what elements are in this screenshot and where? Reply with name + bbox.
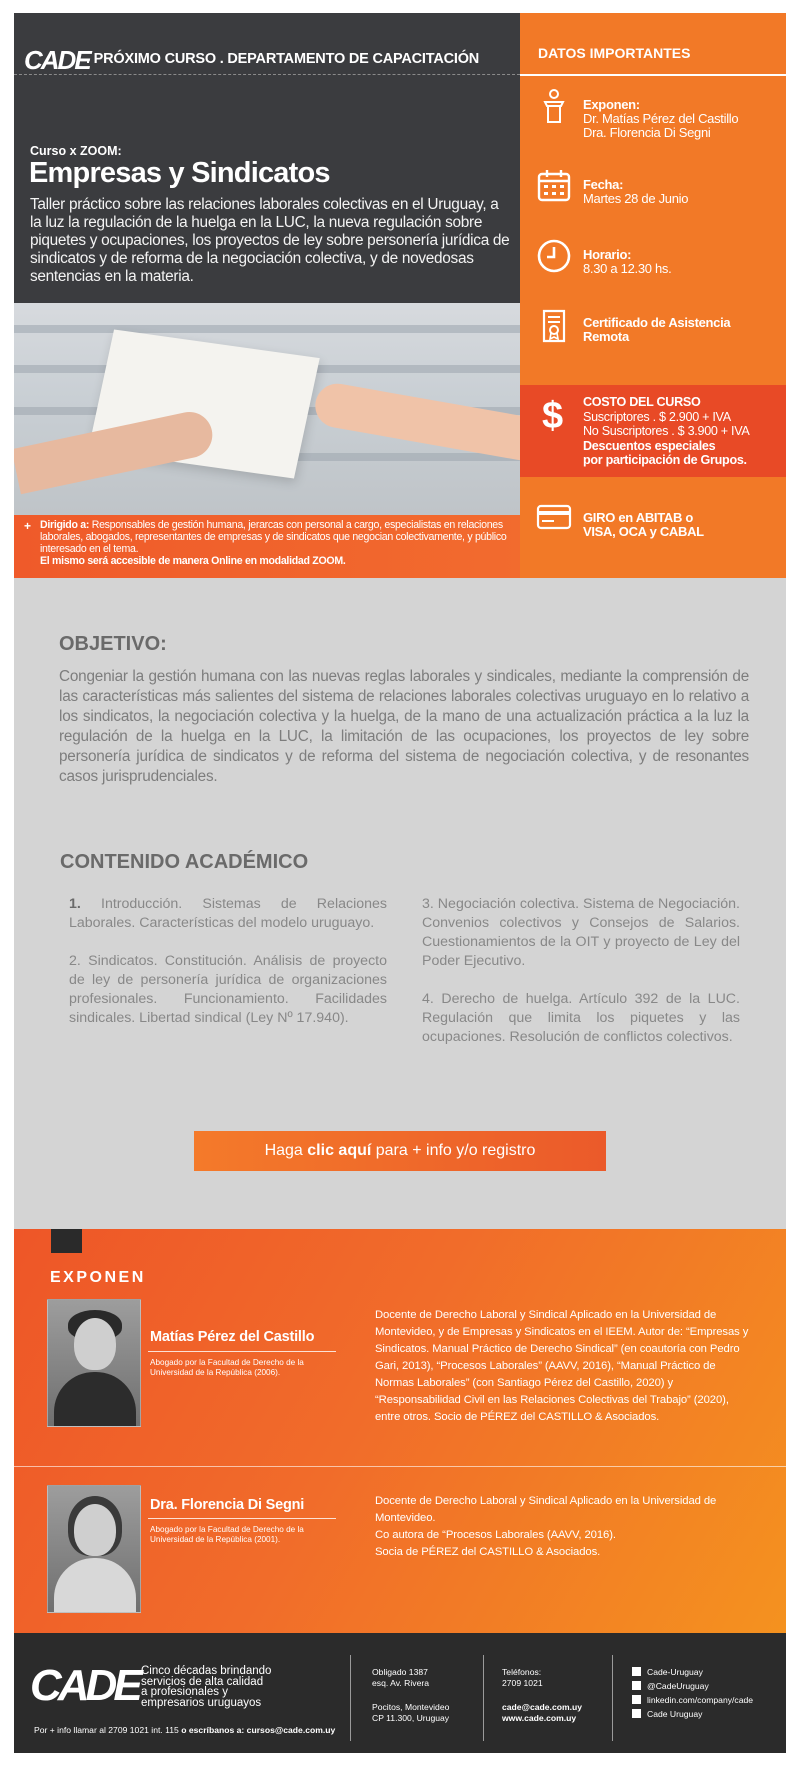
speaker-2-credentials: Abogado por la Facultad de Derecho de la Universidad de la República (2001). [150, 1525, 304, 1544]
certificate-line-1: Certificado de Asistencia [583, 315, 731, 330]
newsletter-card [14, 13, 786, 1753]
plus-icon: + [24, 519, 31, 533]
content-column-right [422, 895, 740, 1066]
clock-icon [536, 238, 572, 274]
divider [612, 1655, 613, 1741]
footer-cade-logo: CADE [30, 1661, 139, 1710]
footer-tagline: Cinco décadas brindando servicios de alta calidad a profesionales y empresarios uruguayos [141, 1665, 272, 1709]
audience-label: Dirigido a: [40, 519, 90, 531]
date-value: Martes 28 de Junio [583, 191, 689, 206]
divider [14, 74, 520, 75]
linkedin-icon [632, 1695, 641, 1704]
footer-address: Obligado 1387 esq. Av. Rivera Pocitos, Montevideo CP 11.300, Uruguay [372, 1667, 450, 1723]
social-linkedin-link[interactable]: linkedin.com/company/cade [632, 1695, 753, 1705]
course-kicker: Curso x ZOOM: [30, 144, 122, 158]
hand-right [312, 380, 520, 462]
calendar-icon [536, 168, 572, 204]
speaker-2: Dra. Florencia Di Segni [583, 125, 711, 140]
social-twitter-link[interactable]: @CadeUruguay [632, 1681, 709, 1691]
speakers-heading: EXPONEN [50, 1269, 146, 1286]
speaker-2-name: Dra. Florencia Di Segni [150, 1497, 305, 1513]
objective-text: Congeniar la gestión humana con las nuevas reglas laborales y sindicales, mediante la comprensión de las características más salientes del sistema de relaciones laborales colectivas uruguayo en lo relativo a los sindicatos, la negociación colectiva y la huelga, de la mano de una actualización práctica a la luz la regulación de la huelga en la LUC, la limitación de las ocupaciones, los proyectos de ley sobre personería jurídica de sindicatos y de reforma del sistema de negociación colectiva, y de resonantes casos jurisprudenciales. [59, 668, 749, 785]
audience-box [14, 515, 520, 578]
footer [14, 1633, 786, 1753]
divider [148, 1518, 336, 1519]
social-facebook-link[interactable]: Cade-Uruguay [632, 1667, 703, 1677]
speakers-section [14, 1229, 786, 1633]
next-course-label: . PRÓXIMO CURSO . DEPARTAMENTO DE CAPACITACIÓN [86, 51, 480, 67]
youtube-icon [632, 1709, 641, 1718]
time-value: 8.30 a 12.30 hs. [583, 261, 672, 276]
important-data-panel [520, 13, 786, 578]
time-label: Horario: [583, 247, 632, 262]
content-item-1: 1. Introducción. Sistemas de Relaciones Laborales. Características del modelo uruguayo. [69, 896, 387, 931]
certificate-icon [536, 308, 572, 344]
content-item-2: 2. Sindicatos. Constitución. Análisis de proyecto de ley de personería jurídica de organizaciones profesionales. Funcionamiento. Facilidades sindicales. Libertad sindical (Ley Nº 17.940). [69, 953, 387, 1026]
divider [520, 74, 786, 76]
payment-line-2: VISA, OCA y CABAL [583, 524, 704, 539]
speakers-label: Exponen: [583, 97, 640, 112]
divider [350, 1655, 351, 1741]
credit-card-icon [536, 499, 572, 535]
speaker-1-credentials: Abogado por la Facultad de Derecho de la Universidad de la República (2006). [150, 1358, 304, 1377]
cost-non-subscribers: No Suscriptores . $ 3.900 + IVA [583, 424, 750, 438]
content-item-4: 4. Derecho de huelga. Artículo 392 de la LUC. Regulación que limita los piquetes y las ocupaciones. Resolución de conflictos colectivos. [422, 991, 740, 1045]
dollar-icon: $ [542, 395, 564, 437]
objective-heading: OBJETIVO: [59, 633, 167, 655]
divider [14, 1466, 786, 1467]
course-title: Empresas y Sindicatos [29, 157, 330, 189]
divider [483, 1655, 484, 1741]
cost-box [520, 385, 786, 477]
footer-phone: Teléfonos: 2709 1021 cade@cade.com.uy www.cade.com.uy [502, 1667, 583, 1723]
discount-line-2: por participación de Grupos. [583, 453, 747, 467]
content-item-3: 3. Negociación colectiva. Sistema de Negociación. Convenios colectivos y Consejos de Salarios. Cuestionamientos de la OIT y proyecto de Ley del Poder Ejecutivo. [422, 896, 740, 969]
discount-line-1: Descuentos especiales [583, 438, 716, 453]
footer-email-link[interactable]: cade@cade.com.uy [502, 1702, 583, 1712]
footer-contact-line: Por + info llamar al 2709 1021 int. 115 o escríbanos a: cursos@cade.com.uy [34, 1725, 336, 1735]
cost-label: COSTO DEL CURSO [583, 395, 701, 409]
cost-subscribers: Suscriptores . $ 2.900 + IVA [583, 409, 731, 424]
payment-line-1: GIRO en ABITAB o [583, 510, 694, 525]
facebook-icon [632, 1667, 641, 1676]
audience-text: Responsables de gestión humana, jerarcas con personal a cargo, especialistas en relaciones laborales, abogados, representantes de empresas y de sindicatos que negocian colectivamente, y público interesado en el tema. [40, 519, 507, 555]
register-button[interactable]: Haga clic aquí para + info y/o registro [194, 1131, 606, 1171]
footer-web-link[interactable]: www.cade.com.uy [502, 1713, 577, 1723]
social-youtube-link[interactable]: Cade Uruguay [632, 1709, 702, 1719]
hero-photo [14, 303, 520, 515]
speaker-1: Dr. Matías Pérez del Castillo [583, 111, 739, 126]
content-heading: CONTENIDO ACADÉMICO [60, 851, 309, 873]
content-column-left [69, 895, 387, 1047]
speaker-2-bio: Docente de Derecho Laboral y Sindical Aplicado en la Universidad de Montevideo. Co autora de “Procesos Laborales (AAVV, 2016). Socia de PÉREZ del CASTILLO & Asociados. [375, 1495, 717, 1558]
speaker-1-name: Matías Pérez del Castillo [150, 1329, 315, 1345]
speaker-podium-icon [536, 88, 572, 124]
cade-logo: CADE [24, 45, 90, 75]
decorative-tab [51, 1229, 82, 1253]
hero-panel [14, 13, 520, 303]
important-data-title: DATOS IMPORTANTES [538, 45, 691, 61]
date-label: Fecha: [583, 177, 624, 192]
speaker-2-photo [47, 1485, 141, 1613]
twitter-icon [632, 1681, 641, 1690]
course-description: Taller práctico sobre las relaciones laborales colectivas en el Uruguay, a la luz la regulación de la huelga en la LUC, la nueva regulación sobre piquetes y ocupaciones, los proyectos de ley sobre personería jurídica de sindicatos y de reforma de la negociación colectiva, y de novedosas sentencias en la materia. [30, 196, 510, 285]
speaker-1-bio: Docente de Derecho Laboral y Sindical Aplicado en la Universidad de Montevideo, y de Empresas y Sindicatos en el IEEM. Autor de: “Empresas y Sindicatos. Manual Práctico de Derecho Sindical” (en coautoría con Pedro Gari, 2013), “Procesos Laborales” (AAVV, 2016), “Manual Práctico de Normas Laborales” (con Santiago Pérez del Castillo, 2020) y “Responsabilidad Civil en las Relaciones Colectivas del Trabajo” (2020), entre otros. Socio de PÉREZ del CASTILLO & Asociados. [375, 1309, 749, 1423]
divider [148, 1351, 336, 1352]
certificate-line-2: Remota [583, 329, 629, 344]
audience-online: El mismo será accesible de manera Online en modalidad ZOOM. [40, 555, 346, 567]
speaker-1-photo [47, 1299, 141, 1427]
